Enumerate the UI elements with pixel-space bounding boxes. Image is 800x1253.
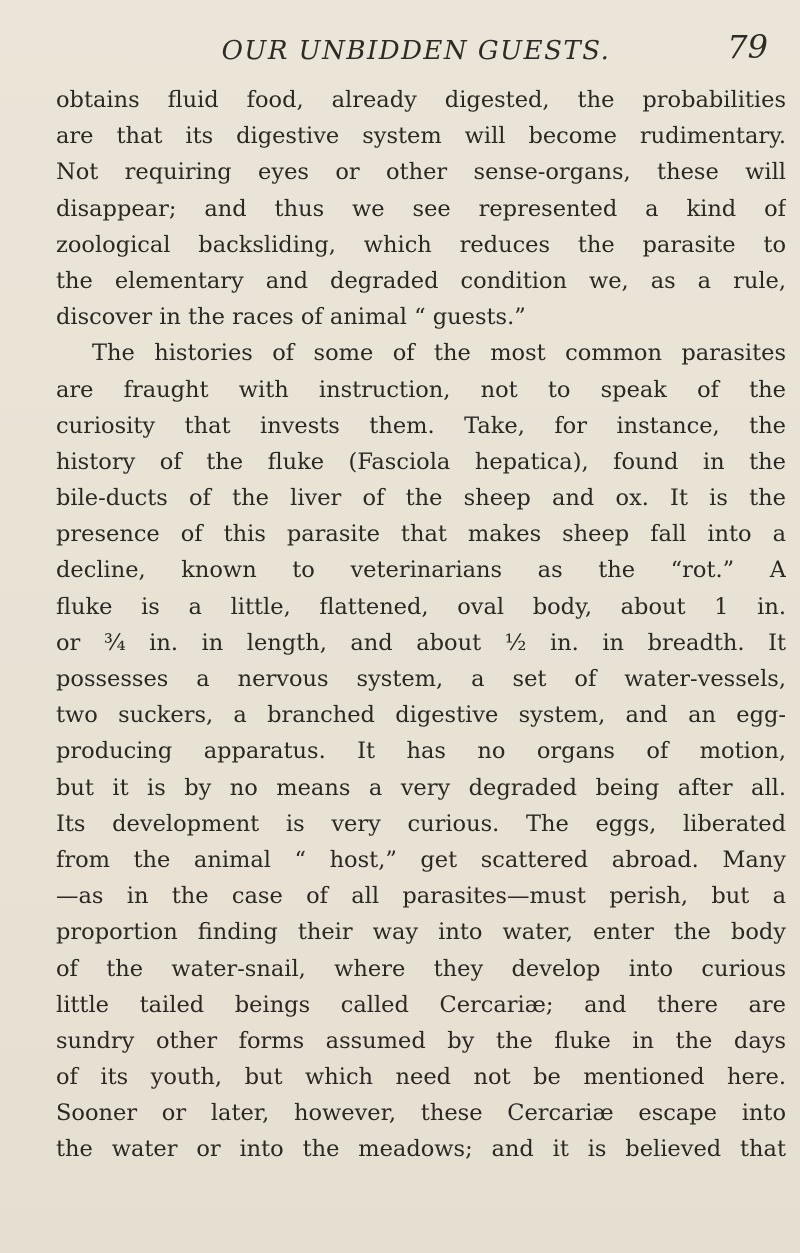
- text-line: the elementary and degraded condition we, as a rule,: [56, 267, 786, 294]
- text-line: Not requiring eyes or other sense-organs, these will: [56, 159, 786, 186]
- text-line: from the animal “ host,” get scattered abroad. Many: [56, 846, 786, 873]
- text-line: are fraught with instruction, not to speak of the: [56, 376, 786, 403]
- text-line: decline, known to veterinarians as the “rot.” A: [56, 557, 786, 584]
- page-number: 79: [727, 28, 768, 66]
- text-line: are that its digestive system will become rudimentary.: [56, 123, 786, 150]
- text-line: of the water-snail, where they develop into curious: [56, 955, 786, 982]
- text-line: Sooner or later, however, these Cercariæ escape into: [56, 1100, 786, 1127]
- text-line: obtains fluid food, already digested, the probabilities: [56, 87, 786, 113]
- text-line: the water or into the meadows; and it is believed that: [56, 1136, 786, 1163]
- body-text: [56, 82, 786, 1168]
- text-line: Its development is very curious. The eggs, liberated: [56, 810, 786, 837]
- running-title: OUR UNBIDDEN GUESTS.: [221, 36, 611, 66]
- text-line: fluke is a little, flattened, oval body, about 1 in.: [56, 593, 786, 620]
- text-line: but it is by no means a very degraded being after all.: [56, 774, 786, 801]
- running-head: [60, 24, 772, 72]
- text-line: producing apparatus. It has no organs of motion,: [56, 738, 786, 765]
- text-line: bile-ducts of the liver of the sheep and ox. It is the: [56, 485, 786, 512]
- text-line: zoological backsliding, which reduces the parasite to: [56, 231, 786, 258]
- text-line: disappear; and thus we see represented a kind of: [56, 195, 786, 222]
- text-line: history of the fluke (Fasciola hepatica), found in the: [56, 448, 786, 475]
- text-line: curiosity that invests them. Take, for instance, the: [56, 412, 786, 439]
- text-line: proportion finding their way into water, enter the body: [56, 919, 786, 946]
- text-line: two suckers, a branched digestive system, and an egg-: [56, 702, 786, 729]
- text-line: sundry other forms assumed by the fluke in the days: [56, 1027, 786, 1054]
- text-line: or ¾ in. in length, and about ½ in. in breadth. It: [56, 629, 786, 656]
- text-line: possesses a nervous system, a set of water-vessels,: [56, 666, 786, 692]
- text-line: little tailed beings called Cercariæ; and there are: [56, 991, 786, 1018]
- text-line: presence of this parasite that makes sheep fall into a: [56, 521, 786, 548]
- text-line: discover in the races of animal “ guests.”: [56, 304, 526, 331]
- text-line: —as in the case of all parasites—must perish, but a: [56, 883, 786, 910]
- text-line: of its youth, but which need not be mentioned here.: [56, 1064, 786, 1091]
- paragraph-start-line: The histories of some of the most common parasites: [92, 340, 786, 367]
